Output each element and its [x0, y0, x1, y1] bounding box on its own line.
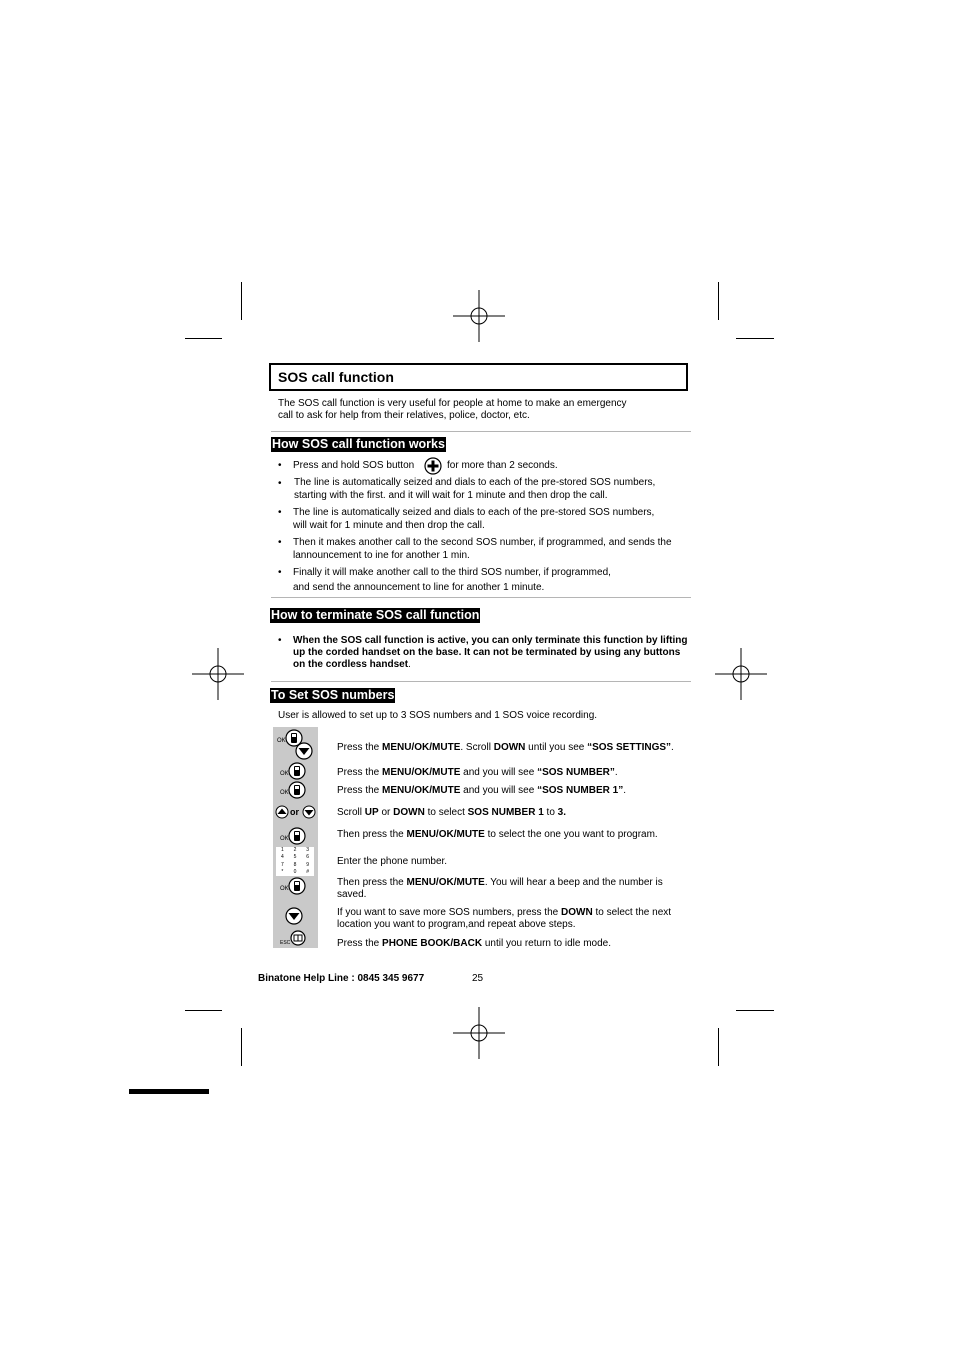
step-line: [337, 907, 671, 919]
menu-ok-mute-button-icon: [288, 762, 306, 780]
step-part: DOWN: [561, 907, 593, 918]
keypad-key: 1: [280, 847, 284, 853]
step-line: saved.: [337, 889, 367, 900]
step-part: Enter the phone number.: [337, 856, 448, 867]
step-text: [337, 829, 658, 841]
page-title-box: [269, 363, 688, 391]
step-line: location you want to program,and repeat above steps.: [337, 919, 576, 930]
bullet-text: [293, 460, 414, 472]
step-part: Press the: [337, 785, 383, 796]
terminate-end-period: .: [408, 659, 411, 670]
step-text: [337, 807, 566, 819]
step-part: DOWN: [493, 742, 526, 753]
step-part: to select: [424, 807, 468, 818]
menu-ok-mute-button-icon: [288, 877, 306, 895]
keypad-key: 0: [293, 868, 297, 875]
step-part: 3.: [557, 807, 567, 818]
registration-mark-icon: [192, 648, 244, 700]
crop-mark: [185, 1010, 222, 1011]
keypad-key: 3: [306, 847, 310, 853]
registration-mark-icon: [715, 648, 767, 700]
step-text: [337, 856, 447, 868]
terminate-line-text: on the cordless handset: [293, 659, 409, 670]
bullet: •: [278, 635, 282, 646]
keypad-key: 7: [280, 861, 284, 868]
bullet: •: [278, 537, 282, 548]
page-title: SOS call function: [278, 369, 394, 385]
step-part: “SOS NUMBER”: [537, 767, 615, 778]
step-part: PHONE BOOK/BACK: [382, 938, 483, 949]
bullet-text: [293, 567, 611, 594]
bullet-line: lannouncement to ine for another 1 min.: [293, 550, 470, 561]
set-intro: User is allowed to set up to 3 SOS numbers and 1 SOS voice recording.: [278, 710, 598, 721]
crop-mark: [736, 338, 774, 339]
step-part: . Scroll: [460, 742, 494, 753]
sos-button-icon: [424, 457, 442, 475]
divider: [271, 681, 691, 682]
step-part: until you return to idle mode: [482, 938, 609, 949]
step-text: [337, 877, 663, 901]
keypad-key: 9: [306, 861, 310, 868]
bullet: •: [278, 567, 282, 578]
step-part: .: [614, 767, 618, 778]
bullet-text: [293, 537, 672, 562]
step-part: Press the: [337, 742, 383, 753]
bullet: •: [278, 507, 282, 518]
bullet-line: Then it makes another call to the second SOS number, if programmed, and sends the: [293, 537, 672, 548]
step-part: and you will see: [460, 785, 538, 796]
step-part: MENU/OK/MUTE: [382, 742, 461, 753]
crop-mark: [718, 1028, 719, 1066]
bullet-line: will wait for 1 minute and then drop the call.: [293, 520, 485, 531]
step-line: [337, 877, 663, 889]
page-number: 25: [472, 973, 484, 984]
step-part: .: [671, 742, 674, 753]
step-part: DOWN: [393, 807, 425, 818]
step-part: UP: [364, 807, 379, 818]
step-part: If you want to save more SOS numbers, press the: [337, 907, 561, 918]
down-arrow-button-icon: [285, 907, 303, 925]
step-part: Press the: [337, 938, 383, 949]
step-part: .: [623, 785, 626, 796]
crop-mark: [185, 338, 222, 339]
bullet-line: The line is automatically seized and dials to each of the pre-stored SOS numbers,: [294, 477, 656, 488]
keypad-key: #: [306, 868, 310, 875]
divider: [271, 597, 691, 598]
esc-label: ESC: [280, 940, 291, 946]
bullet-line: and send the announcement to line for another 1 minute.: [293, 582, 545, 593]
crop-mark: [736, 1010, 774, 1011]
ok-label: OK: [280, 886, 289, 892]
menu-ok-mute-button-icon: [288, 827, 306, 845]
step-part: “SOS NUMBER 1”: [537, 785, 624, 796]
keypad-key: 5: [293, 854, 297, 861]
down-arrow-button-icon: [302, 805, 316, 819]
step-part: to select the one you want to program.: [484, 829, 658, 840]
or-label: or: [290, 807, 299, 817]
keypad-key: 4: [280, 854, 284, 861]
step-part: MENU/OK/MUTE: [382, 767, 461, 778]
step-part: to: [543, 807, 558, 818]
bullet-text: [293, 507, 654, 532]
keypad-key: 6: [306, 854, 310, 861]
step-part: .: [608, 938, 612, 949]
bullet-line: Finally it will make another call to the third SOS number, if programmed,: [293, 567, 611, 578]
ok-label: OK: [280, 771, 289, 777]
step-text: [337, 785, 626, 797]
terminate-line: [293, 659, 688, 671]
step-part: Then press the: [337, 877, 407, 888]
crop-mark: [718, 282, 719, 320]
intro-line: The SOS call function is very useful for people at home to make an emergency: [278, 398, 627, 409]
up-arrow-button-icon: [275, 805, 289, 819]
step-part: until you see: [525, 742, 588, 753]
step-part: SOS NUMBER 1: [467, 807, 544, 818]
step-part: . You will hear a beep and the number is: [484, 877, 663, 888]
registration-mark-icon: [453, 1007, 505, 1059]
step-text: [337, 767, 618, 779]
ok-label: OK: [280, 836, 289, 842]
section-heading-terminate: How to terminate SOS call function: [271, 608, 480, 622]
keypad-key: 2: [293, 847, 297, 853]
step-part: Press the: [337, 767, 383, 778]
step-part: MENU/OK/MUTE: [406, 877, 485, 888]
step-part: or: [378, 807, 394, 818]
keypad-icon: [276, 847, 314, 876]
down-arrow-button-icon: [295, 742, 313, 760]
ok-label: OK: [280, 790, 289, 796]
step-text: [337, 907, 671, 931]
phonebook-back-button-icon: [290, 930, 306, 946]
keypad-key: *: [281, 868, 284, 875]
section-heading-how-works: How SOS call function works: [272, 437, 445, 451]
step-part: Then press the: [337, 829, 407, 840]
section-heading-set-numbers: To Set SOS numbers: [271, 688, 395, 702]
step-part: Scroll: [337, 807, 365, 818]
step-part: “SOS SETTINGS”: [587, 742, 672, 753]
bullet-line: The line is automatically seized and dials to each of the pre-stored SOS numbers,: [293, 507, 655, 518]
bullet: •: [278, 460, 282, 471]
bullet: •: [278, 478, 282, 489]
intro-line: call to ask for help from their relatives, police, doctor, etc.: [278, 410, 530, 421]
step-part: MENU/OK/MUTE: [382, 785, 461, 796]
divider: [271, 431, 691, 432]
step-text: [337, 742, 674, 754]
step-text: [337, 938, 611, 950]
keypad-key: 8: [293, 861, 297, 868]
footer-helpline: Binatone Help Line : 0845 345 9677: [258, 973, 425, 984]
terminate-text: [293, 635, 688, 671]
bullet-text: [447, 460, 558, 472]
bullet-text-part: for more than 2 seconds.: [447, 460, 558, 471]
crop-mark: [241, 1028, 242, 1066]
step-part: MENU/OK/MUTE: [406, 829, 485, 840]
terminate-line: up the corded handset on the base. It can not be terminated by using any buttons: [293, 647, 681, 658]
crop-mark: [241, 282, 242, 320]
bullet-text-part: Press and hold SOS button: [293, 460, 415, 471]
bullet-text: [294, 477, 655, 502]
menu-ok-mute-button-icon: [288, 781, 306, 799]
step-part: and you will see: [460, 767, 538, 778]
terminate-line: When the SOS call function is active, you can only terminate this function by lifting: [293, 635, 688, 646]
registration-mark-icon: [453, 290, 505, 342]
intro-paragraph: [278, 398, 627, 422]
ok-label: OK: [277, 738, 286, 744]
bullet-line: starting with the first. and it will wait for 1 minute and then drop the call.: [294, 490, 608, 501]
step-part: to select the next: [592, 907, 672, 918]
color-bar: [129, 1089, 209, 1094]
